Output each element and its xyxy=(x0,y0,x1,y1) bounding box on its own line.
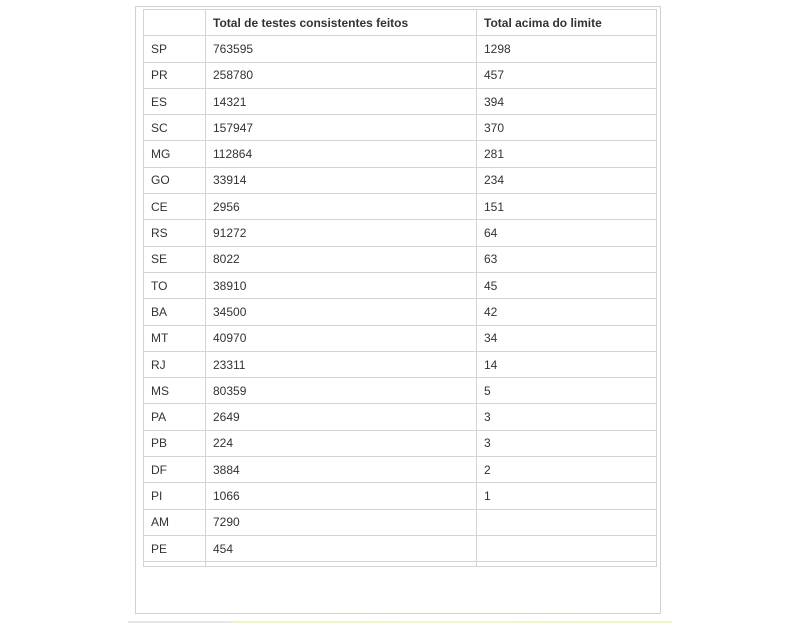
table-row xyxy=(144,36,657,62)
cell-partial xyxy=(144,562,206,567)
cell-total-tests: 38910 xyxy=(206,272,477,298)
table-row xyxy=(144,378,657,404)
cell-above-limit: 14 xyxy=(477,351,657,377)
cell-total-tests: 157947 xyxy=(206,115,477,141)
table-row xyxy=(144,167,657,193)
cell-state: MG xyxy=(144,141,206,167)
table-row xyxy=(144,430,657,456)
cell-state: MS xyxy=(144,378,206,404)
cell-above-limit: 64 xyxy=(477,220,657,246)
cell-state: BA xyxy=(144,299,206,325)
cell-above-limit: 394 xyxy=(477,88,657,114)
cell-partial xyxy=(477,562,657,567)
cell-state: GO xyxy=(144,167,206,193)
cell-above-limit: 1298 xyxy=(477,36,657,62)
cell-total-tests: 258780 xyxy=(206,62,477,88)
cell-total-tests: 33914 xyxy=(206,167,477,193)
table-row xyxy=(144,457,657,483)
cell-above-limit xyxy=(477,509,657,535)
header-above-limit: Total acima do limite xyxy=(477,10,657,36)
cell-state: SP xyxy=(144,36,206,62)
cell-above-limit: 457 xyxy=(477,62,657,88)
cell-state: CE xyxy=(144,194,206,220)
cell-total-tests: 1066 xyxy=(206,483,477,509)
table-row xyxy=(144,141,657,167)
cell-state: SC xyxy=(144,115,206,141)
cell-above-limit: 281 xyxy=(477,141,657,167)
table-header-row xyxy=(144,10,657,36)
cell-total-tests: 224 xyxy=(206,430,477,456)
cell-total-tests: 454 xyxy=(206,535,477,561)
table-row xyxy=(144,404,657,430)
cell-total-tests: 80359 xyxy=(206,378,477,404)
cell-above-limit xyxy=(477,535,657,561)
cell-state: RJ xyxy=(144,351,206,377)
cell-state: DF xyxy=(144,457,206,483)
cell-above-limit: 370 xyxy=(477,115,657,141)
cell-total-tests: 3884 xyxy=(206,457,477,483)
cell-state: RS xyxy=(144,220,206,246)
cell-state: MT xyxy=(144,325,206,351)
cell-above-limit: 234 xyxy=(477,167,657,193)
cell-above-limit: 42 xyxy=(477,299,657,325)
table-row xyxy=(144,62,657,88)
cell-state: TO xyxy=(144,272,206,298)
cell-above-limit: 151 xyxy=(477,194,657,220)
cell-state: SE xyxy=(144,246,206,272)
table-body xyxy=(144,36,657,567)
cell-state: PR xyxy=(144,62,206,88)
data-table xyxy=(143,9,657,567)
cell-state: PB xyxy=(144,430,206,456)
cell-total-tests: 7290 xyxy=(206,509,477,535)
cell-total-tests: 2649 xyxy=(206,404,477,430)
table-row xyxy=(144,325,657,351)
cell-above-limit: 5 xyxy=(477,378,657,404)
cell-above-limit: 3 xyxy=(477,430,657,456)
bottom-divider xyxy=(128,621,672,623)
cell-above-limit: 63 xyxy=(477,246,657,272)
table-row xyxy=(144,246,657,272)
cell-total-tests: 112864 xyxy=(206,141,477,167)
cell-total-tests: 8022 xyxy=(206,246,477,272)
cell-total-tests: 91272 xyxy=(206,220,477,246)
cell-state: PI xyxy=(144,483,206,509)
table-row xyxy=(144,483,657,509)
cell-state: AM xyxy=(144,509,206,535)
cell-state: PE xyxy=(144,535,206,561)
cell-above-limit: 3 xyxy=(477,404,657,430)
cell-total-tests: 2956 xyxy=(206,194,477,220)
table-row xyxy=(144,194,657,220)
table-row xyxy=(144,272,657,298)
cell-total-tests: 23311 xyxy=(206,351,477,377)
table-row xyxy=(144,509,657,535)
header-state xyxy=(144,10,206,36)
table-row-partial xyxy=(144,562,657,567)
cell-total-tests: 14321 xyxy=(206,88,477,114)
cell-above-limit: 2 xyxy=(477,457,657,483)
cell-total-tests: 763595 xyxy=(206,36,477,62)
header-total-tests: Total de testes consistentes feitos xyxy=(206,10,477,36)
table-row xyxy=(144,220,657,246)
cell-state: ES xyxy=(144,88,206,114)
cell-state: PA xyxy=(144,404,206,430)
cell-partial xyxy=(206,562,477,567)
table-row xyxy=(144,299,657,325)
table-row xyxy=(144,535,657,561)
cell-total-tests: 40970 xyxy=(206,325,477,351)
cell-above-limit: 45 xyxy=(477,272,657,298)
table-row xyxy=(144,351,657,377)
cell-above-limit: 34 xyxy=(477,325,657,351)
table-row xyxy=(144,115,657,141)
cell-above-limit: 1 xyxy=(477,483,657,509)
cell-total-tests: 34500 xyxy=(206,299,477,325)
table-row xyxy=(144,88,657,114)
